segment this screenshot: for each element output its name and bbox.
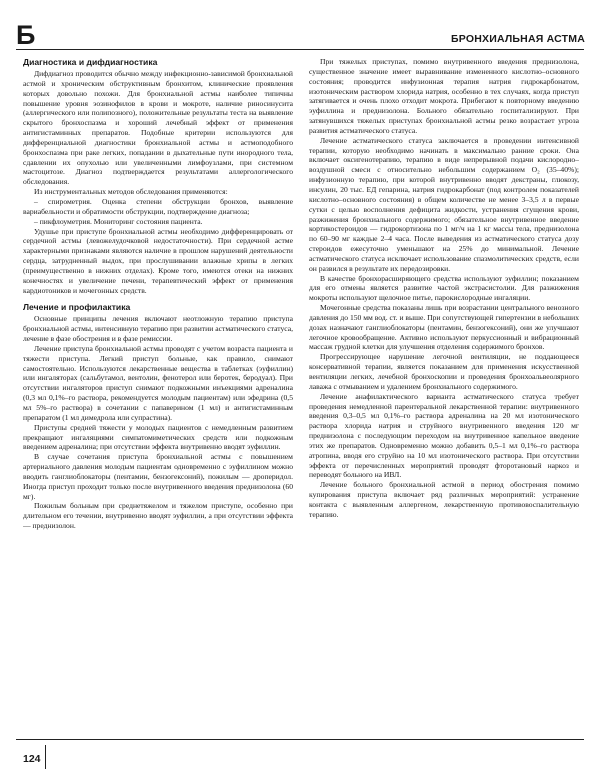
paragraph: Дифдиагноз проводится обычно между инфекционно-зависимой бронхиальной астмой и хроническим обструктивным бронхитом, клинические проявления которых довольно похожи. Для бронхиальной астмы наиболее типичны повышение уровня эозинофилов в крови и мокроте, наличие риносинусита (аллергического или полипозного), положительные результаты теста на выявление скрытого бронхоспазма и хороший лечебный эффект от применения антигистаминных препаратов. Подобные критерии используются для дифференциальной диагностики бронхиальной астмы и астмоподобного бронхоспазма при раке легких, попадании в дыхательные пути инородного тела, сдавлении их опухолью или увеличенными лимфоузлами, при системном мастоцитозе. Диагноз подтверждается результатами аллергологического обследования. <box>23 69 293 187</box>
list-item: – пикфлоуметрия. Мониторинг состояния пациента. <box>34 216 203 226</box>
paragraph: Из инструментальных методов обследования применяются: <box>34 187 228 197</box>
list-item: – спирометрия. Оценка степени обструкции бронхов, выявление вариабельности и обратимости обструкции, подтверждение диагноза; <box>23 196 293 216</box>
paragraph: Лечение больного бронхиальной астмой в период обострения помимо купирования приступа включает ряд различных мероприятий: устранение контакта с выявленным аллергеном, лекарственную противовоспалительную терапию. <box>309 480 579 519</box>
heading-diagnostics: Диагностика и дифдиагностика <box>23 57 158 67</box>
paragraph: Лечение приступа бронхиальной астмы проводят с учетом возраста пациента и тяжести приступа. Легкий приступ больные, как правило, снимают самостоятельно. Используются лекарственные вещества в таблетках (эуфиллин) или ингаляторах (сальбутамол, вентолин, фенотерол или беротек, беродуал). При отсутствии ингаляторов приступ снимают подкожными инъекциями адреналина (0,3 мл 0,1%–го раствора, рекомендуется молодым пациентам) или эфедрина (0,5 мл 5%–го раствора) в сочетании с папаверином (1 мл) и антигистаминным препаратом (1 мл димедрола или супрастина). <box>23 343 293 422</box>
section-letter: Б <box>16 20 36 50</box>
paragraph: Основные принципы лечения включают неотложную терапию приступа бронхиальной астмы, интенсивную терапию при развитии астматического статуса, лечение в фазе обострения и в фазе ремиссии. <box>23 314 293 344</box>
paragraph: Лечение анафилактического варианта астматического статуса требует проведения немедленной парентеральной лекарственной терапии: внутривенного введения 0,3–0,5 мл 0,1%–го раствора адреналина на 20 мл изотонического раствора хлорида натрия и струйного внутривенного введения 120 мг преднизолона с последующим переходом на внутривенное капельное введение этих же препаратов. Одновременно можно добавить 0,5–1 мл 0,1%–го раствора атропина, вводя его струйно на 10 мл изотонического раствора. При отсутствии эффекта от перечисленных мероприятий проводят фторотановый наркоз и переводят больного на ИВЛ. <box>309 391 579 480</box>
paragraph: Приступы средней тяжести у молодых пациентов с немедленным развитием прекращают ингаляциями симпатомиметических средств или подкожным введением адреналина; при отсутствии эффекта внутривенно вводят эуфиллин. <box>23 422 293 452</box>
paragraph: Мочегонные средства показаны лишь при возрастании центрального венозного давления до 150 мм вод. ст. и выше. При сопутствующей гипертензии в небольших дозах назначают ганглиоблокаторы (пентамин, бензогексоний), они же улучшают легочное кровообращение. Активно используют перкуссионный и вибрационный массаж грудной клетки для улучшения отделения содержимого бронхов. <box>309 303 579 352</box>
heading-treatment: Лечение и профилактика <box>23 302 131 313</box>
paragraph: Удушье при приступе бронхиальной астмы необходимо дифференцировать от сердечной астмы (левожелудочковой недостаточности). При сердечной астме характерными признаками являются наличие в прошлом нарушений деятельности сердца, затрудненный выдох, при прослушивании влажные хрипы в легких (преимущественно в нижних отделах). Кроме того, имеются отеки на нижних конечностях и увеличение печени, терапевтический эффект от применения кардиотоников и мочегонных средств. <box>23 226 293 295</box>
paragraph: Прогрессирующее нарушение легочной вентиляции, не поддающееся консервативной терапии, является показанием для применения искусственной вентиляции легких, лечебной бронхоскопии и проведения бронхоальвеолярного лаважа с отмыванием и удалением бронхиального содержимого. <box>309 352 579 391</box>
left-column <box>23 57 293 735</box>
header-rule <box>16 49 584 50</box>
paragraph: Пожилым больным при среднетяжелом и тяжелом приступе, особенно при длительном его течении, внутривенно вводят эуфиллин, а при отсутствии эффекта — преднизолон. <box>23 501 293 531</box>
running-title: БРОНХИАЛЬНАЯ АСТМА <box>451 33 585 45</box>
footer-rule <box>16 739 584 740</box>
paragraph: В качестве бронхорасширяющего средства используют эуфиллин; показанием для его отмены является развитие частой экстрасистолии. Для разжижения мокроты используют щелочное питье, парокислородные ингаляции. <box>309 273 579 303</box>
right-column <box>309 57 579 735</box>
paragraph: Лечение астматического статуса заключается в проведении интенсивной терапии, которую необходимо начинать в максимально ранние сроки. Она включает оксигенотерапию, терапию в виде непрерывной подачи кислородно–воздушной смеси с относительно небольшим содержанием O₂ (35–40%); инфузионную терапию, при которой внутривенно вводят декстраны, глюкозу, инсулин, 20 тыс. ЕД гепарина, натрия гидрокарбонат (под контролем показателей кислотно–основного состояния) в общем количестве не менее 3–3,5 л в первые сутки с целью восполнения дефицита жидкости, устранения сгущения крови, разжижения бронхиального содержимого; обязательное внутривенное введение кортикостероидов — гидрокортизона по 1 мг/ч на 1 кг массы тела, преднизолона по 60–90 мг каждые 2–4 часа. После выведения из астматического статуса дозу стероидов ежесуточно уменьшают на 25% до минимальной. Лечение астматического статуса исключает использование спазмолитических средств, если он развился в результате их передозировки. <box>309 135 579 273</box>
paragraph: При тяжелых приступах, помимо внутривенного введения преднизолона, существенное значение имеет выравнивание измененного кислотно–основного состояния; проводится инфузионная терапия натрия гидрокарбонатом, изотоническим раствором хлорида натрия, особенно в тех случаях, когда приступ затягивается и очень плохо отходит мокрота. Прибегают к повторному введению эуфиллина и преднизолона. Больного обязательно госпитализируют. При затянувшихся тяжелых приступах бронхиальной астмы резко возрастает угроза развития астматического статуса. <box>309 57 579 135</box>
page-number: 124 <box>23 745 46 769</box>
paragraph: В случае сочетания приступа бронхиальной астмы с повышением артериального давления молодым пациентам одновременно с эуфиллином можно вводить ганглиоблокаторы (пентамин, бензогексоний), пожилым — дроперидол. Иногда приступ проходит только после внутривенного введения преднизолона (60 мг). <box>23 452 293 501</box>
